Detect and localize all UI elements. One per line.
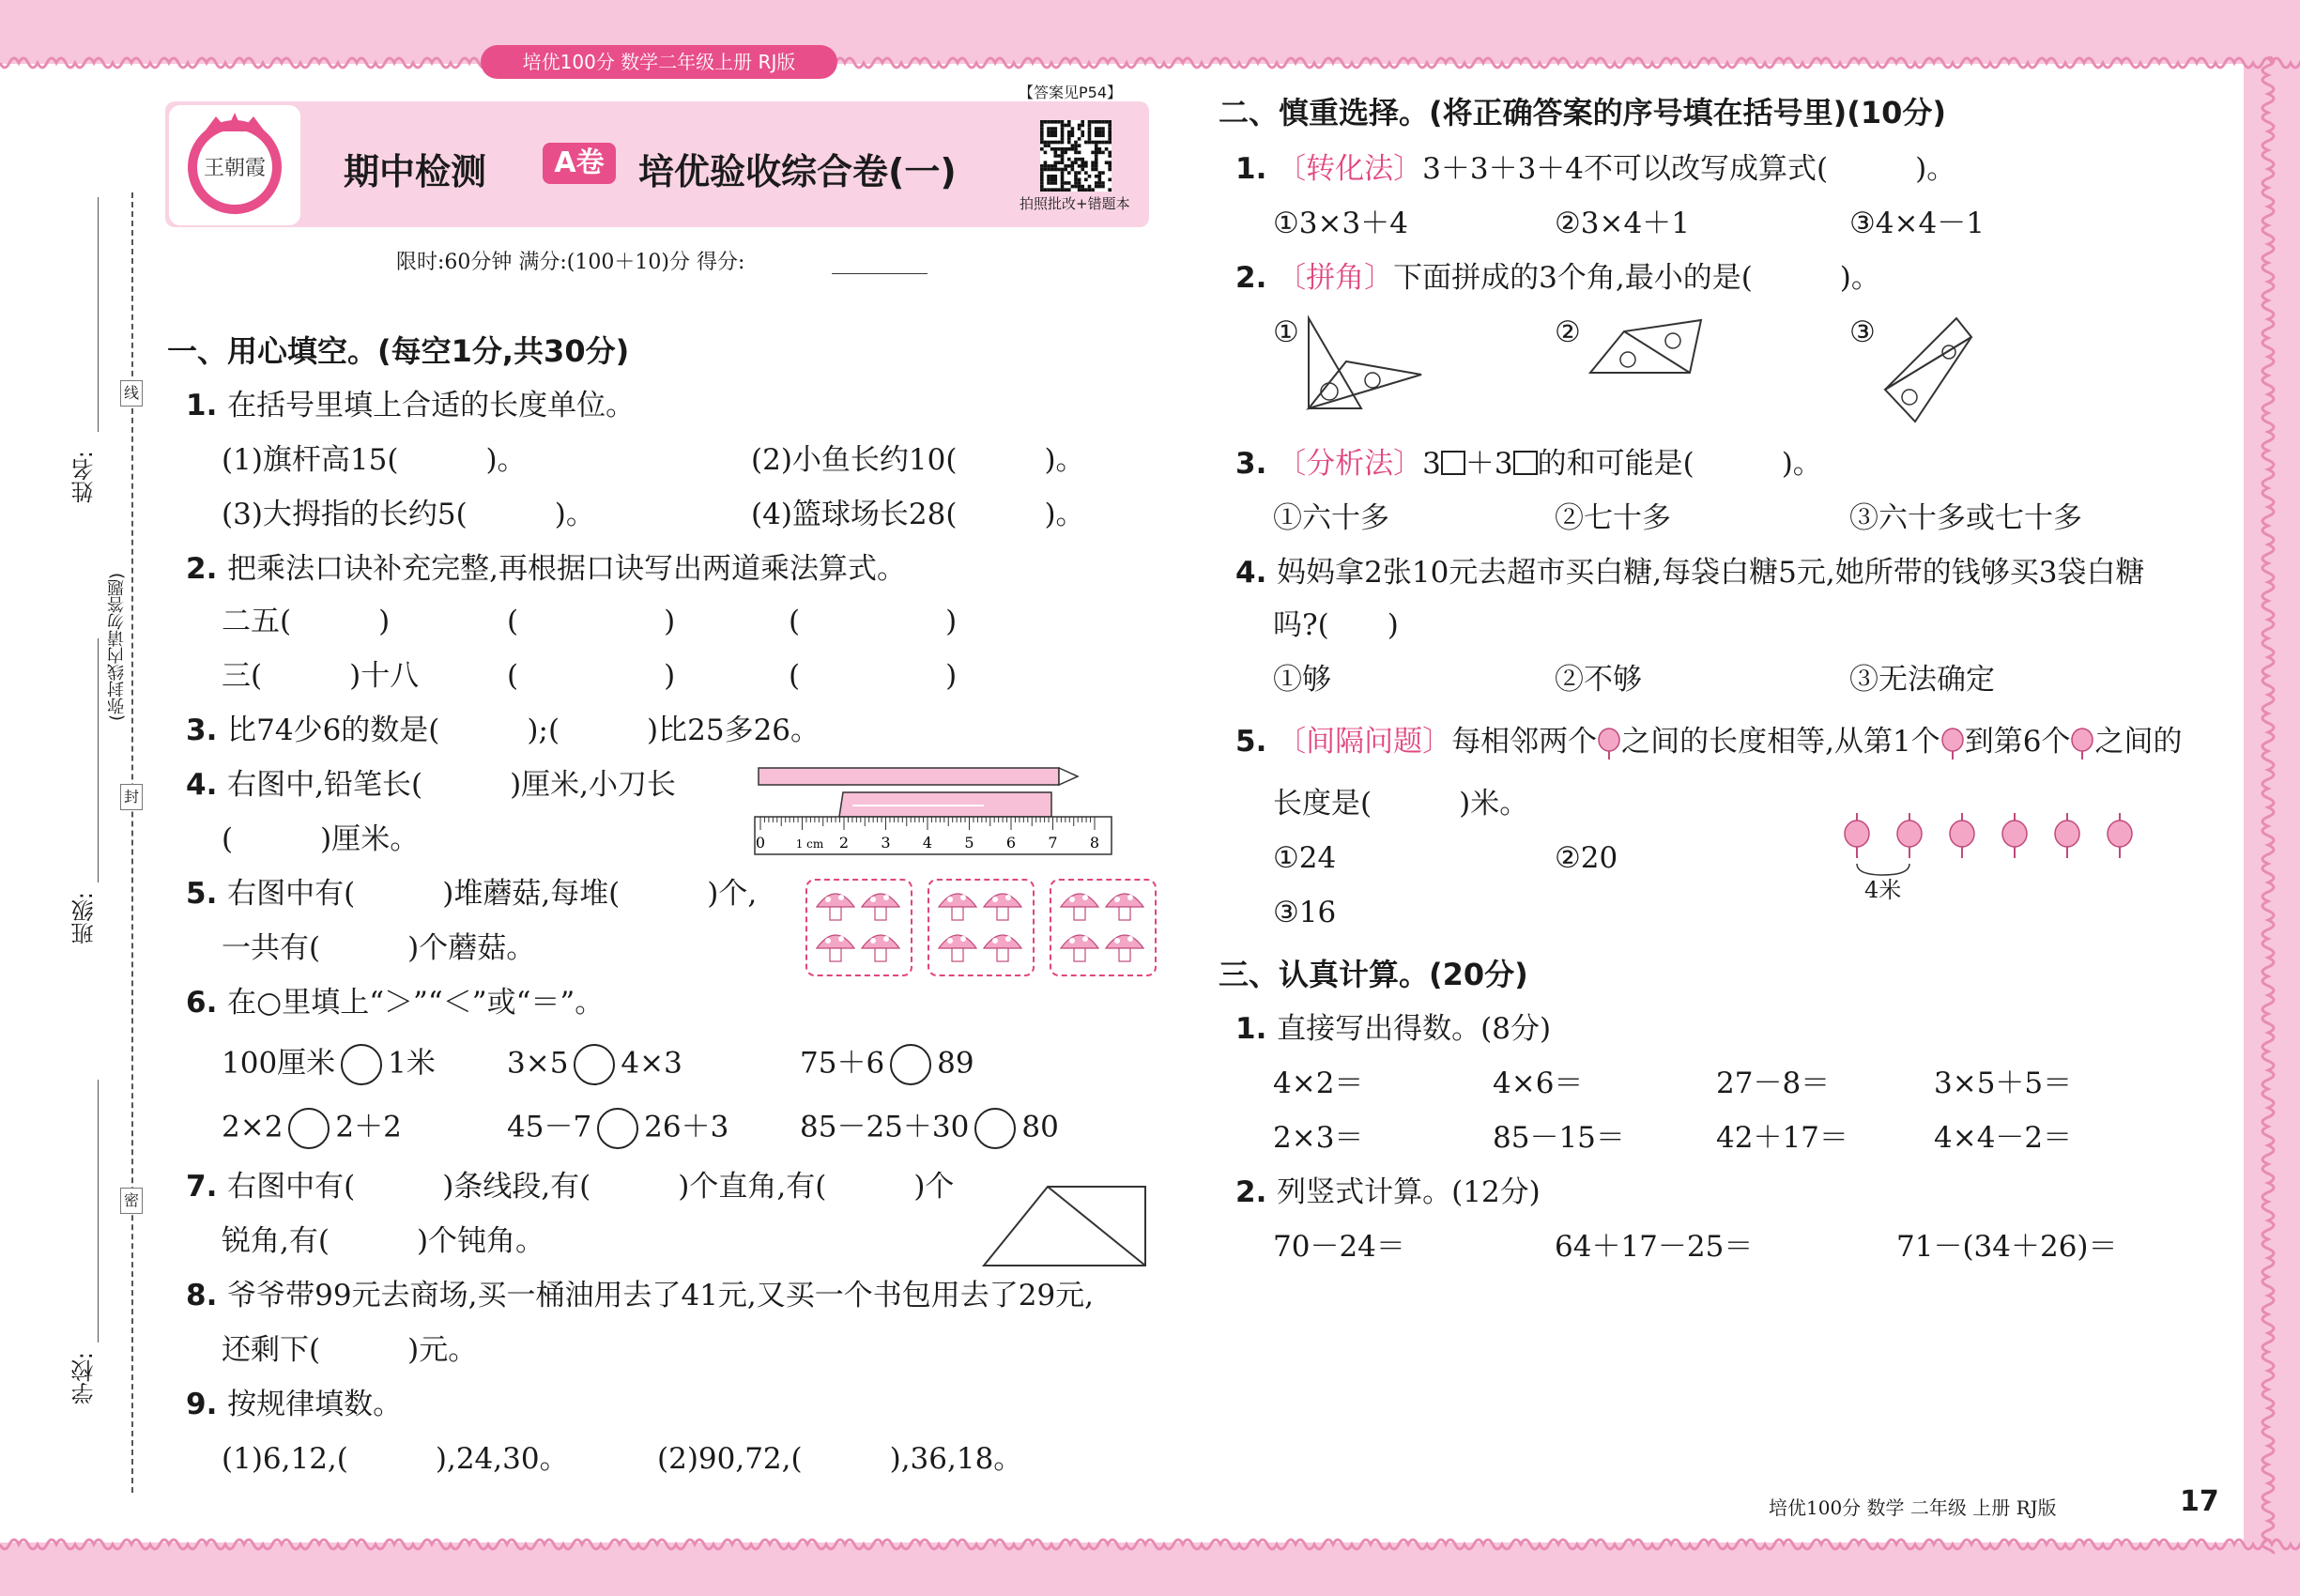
answer-ref: 【答案见P54】 bbox=[1019, 84, 1123, 101]
s1-q8-text: 爷爷带99元去商场,买一桶油用去了41元,又买一个书包用去了29元, bbox=[227, 1279, 1095, 1312]
s1-q2: 2. 把乘法口诀补充完整,再根据口诀写出两道乘法算式。 bbox=[186, 552, 906, 586]
seal-note: (弥封线内请勿答题) bbox=[107, 573, 127, 722]
s1-q4: 4. 右图中,铅笔长( )厘米,小刀长 bbox=[186, 768, 677, 802]
seal-mark-seal: 封 bbox=[120, 784, 143, 810]
series-banner: 培优100分 数学二年级上册 RJ版 bbox=[481, 45, 837, 79]
s1-q1: 1. 在括号里填上合适的长度单位。 bbox=[186, 389, 636, 422]
set-square-angle-2 bbox=[1587, 315, 1709, 390]
s1-q2a2: ( ) bbox=[507, 605, 676, 638]
set-square-angle-3 bbox=[1878, 315, 1981, 427]
s1-q1a: (1)旗杆高15( )。 bbox=[222, 443, 527, 477]
s1-q1d: (4)篮球场长28( )。 bbox=[751, 498, 1085, 531]
s1-q1c: (3)大拇指的长约5( )。 bbox=[222, 498, 595, 531]
s2-q5-tag: 〔间隔问题〕 bbox=[1277, 725, 1452, 759]
paper-tag: A卷 bbox=[543, 143, 616, 184]
compare-3: 75＋6 89 bbox=[800, 1044, 974, 1085]
ruler-tick-label: 8 bbox=[1089, 834, 1100, 852]
s2-q3-tag: 〔分析法〕 bbox=[1277, 447, 1423, 481]
compare-circle[interactable] bbox=[974, 1108, 1016, 1149]
mushroom-icon bbox=[984, 894, 1021, 920]
s2-q2: 2. 〔拼角〕下面拼成的3个角,最小的是( )。 bbox=[1235, 261, 1880, 295]
mushroom-icon bbox=[862, 894, 899, 920]
qr-caption: 拍照批改+错题本 bbox=[1020, 195, 1130, 212]
s1-q2b2: ( ) bbox=[507, 659, 676, 693]
footer-text: 培优100分 数学 二年级 上册 RJ版 bbox=[1769, 1496, 2057, 1519]
qr-code[interactable] bbox=[1040, 120, 1112, 192]
compare-circle[interactable] bbox=[597, 1108, 638, 1149]
s1-q8: 8. 爷爷带99元去商场,买一桶油用去了41元,又买一个书包用去了29元, bbox=[186, 1279, 1095, 1312]
mushroom-icon bbox=[939, 894, 976, 920]
calc-r2-4: 4×4－2＝ bbox=[1934, 1121, 2073, 1155]
s1-q5b: 一共有( )个蘑菇。 bbox=[222, 931, 536, 965]
s1-q6: 6. 在○里填上“＞”“＜”或“＝”。 bbox=[186, 986, 605, 1020]
compare-circle[interactable] bbox=[288, 1108, 330, 1149]
s1-q7b: 锐角,有( )个钝角。 bbox=[222, 1224, 545, 1258]
mushroom-icon bbox=[1106, 894, 1143, 920]
calc-r2-2: 85－15＝ bbox=[1493, 1121, 1625, 1155]
school-label: 学校: bbox=[71, 1352, 98, 1405]
calc-r1-4: 3×5＋5＝ bbox=[1934, 1067, 2073, 1100]
title-right: 培优验收综合卷(一) bbox=[638, 151, 957, 192]
s1-q2a3: ( ) bbox=[789, 605, 958, 638]
s2-q4-opt3: ③无法确定 bbox=[1849, 663, 1995, 697]
title-left: 期中检测 bbox=[344, 151, 487, 192]
compare-circle[interactable] bbox=[890, 1044, 931, 1085]
lantern-icon bbox=[1597, 727, 1621, 760]
s3-q2-text: 列竖式计算。(12分) bbox=[1277, 1175, 1541, 1209]
s2-q3: 3. 〔分析法〕3 ＋3 的和可能是( )。 bbox=[1235, 447, 1822, 481]
mushroom-group-3 bbox=[1050, 879, 1157, 976]
page-number: 17 bbox=[2180, 1485, 2219, 1518]
ruler-tick-label: 0 bbox=[755, 834, 766, 852]
score-line bbox=[832, 273, 928, 274]
s2-q4: 4. 妈妈拿2张10元去超市买白糖,每袋白糖5元,她所带的钱够买3袋白糖 bbox=[1235, 556, 2145, 590]
s2-q1-opt1: ①3×3＋4 bbox=[1273, 207, 1408, 240]
compare-circle[interactable] bbox=[341, 1044, 382, 1085]
lantern-icon bbox=[2002, 813, 2027, 858]
s1-q2a1: 二五( ) bbox=[222, 605, 391, 638]
wavy-right-border bbox=[2249, 56, 2287, 1554]
calc-r1-1: 4×2＝ bbox=[1273, 1067, 1364, 1100]
mushroom-group-2 bbox=[928, 879, 1035, 976]
ruler-tick-label: 5 bbox=[964, 834, 974, 852]
s2-q1-text: 3＋3＋3＋4不可以改写成算式( )。 bbox=[1422, 152, 1956, 186]
calc-r2-3: 42＋17＝ bbox=[1716, 1121, 1848, 1155]
compare-4: 2×2 2＋2 bbox=[222, 1108, 402, 1149]
compare-2: 3×5 4×3 bbox=[507, 1044, 682, 1085]
s3-q1: 1. 直接写出得数。(8分) bbox=[1235, 1012, 1552, 1046]
s1-q4-text: 右图中,铅笔长( )厘米,小刀长 bbox=[227, 768, 677, 802]
s2-q4-opt1: ①够 bbox=[1273, 663, 1331, 697]
compare-1: 100厘米 1米 bbox=[222, 1044, 436, 1085]
wavy-bottom-border bbox=[0, 1530, 2300, 1558]
s1-q5-text: 右图中有( )堆蘑菇,每堆( )个, bbox=[227, 877, 758, 911]
s2-q2-opt3: ③ bbox=[1849, 315, 1876, 349]
logo-text: 王朝霞 bbox=[203, 157, 267, 180]
wavy-top-border bbox=[0, 49, 2300, 77]
mushroom-icon bbox=[1061, 894, 1098, 920]
section-1-title: 一、用心填空。(每空1分,共30分) bbox=[167, 333, 630, 369]
publisher-logo bbox=[169, 105, 300, 225]
blank-square[interactable] bbox=[1513, 451, 1538, 475]
mushroom-icon bbox=[1106, 935, 1143, 961]
s2-q1-tag: 〔转化法〕 bbox=[1277, 152, 1423, 186]
s1-q8b: 还剩下( )元。 bbox=[222, 1333, 478, 1367]
class-line bbox=[98, 638, 99, 882]
set-square-angle-1 bbox=[1305, 315, 1427, 413]
seal-mark-line: 线 bbox=[120, 380, 143, 407]
ruler-figure bbox=[749, 751, 1115, 864]
vertical-calc-2: 64＋17－25＝ bbox=[1555, 1230, 1754, 1264]
s2-q5e: 长度是( )米。 bbox=[1273, 787, 1529, 821]
vertical-calc-1: 70－24＝ bbox=[1273, 1230, 1405, 1264]
s1-q1b: (2)小鱼长约10( )。 bbox=[751, 443, 1085, 477]
s1-q2b1: 三( )十八 bbox=[222, 659, 420, 693]
s1-q9b: (2)90,72,( ),36,18。 bbox=[657, 1442, 1023, 1476]
class-label: 班级: bbox=[71, 892, 98, 945]
mushroom-icon bbox=[939, 935, 976, 961]
lantern-icon bbox=[2070, 727, 2094, 760]
s1-q2-text: 把乘法口诀补充完整,再根据口诀写出两道乘法算式。 bbox=[227, 552, 906, 586]
s2-q2-tag: 〔拼角〕 bbox=[1277, 261, 1394, 295]
mushroom-icon bbox=[862, 935, 899, 961]
s1-q6-text: 在○里填上“＞”“＜”或“＝”。 bbox=[227, 986, 605, 1020]
s2-q1: 1. 〔转化法〕3＋3＋3＋4不可以改写成算式( )。 bbox=[1235, 152, 1956, 186]
ruler-tick-label: 4 bbox=[922, 834, 933, 852]
s1-q9: 9. 按规律填数。 bbox=[186, 1388, 403, 1421]
compare-5: 45－7 26＋3 bbox=[507, 1108, 728, 1149]
mushroom-group-1 bbox=[805, 879, 912, 976]
blank-square[interactable] bbox=[1441, 451, 1465, 475]
s2-q3-opt2: ②七十多 bbox=[1555, 501, 1671, 535]
mushroom-icon bbox=[984, 935, 1021, 961]
lantern-icon bbox=[1897, 813, 1922, 858]
s1-q3-text: 比74少6的数是( );( )比25多26。 bbox=[227, 714, 820, 747]
s2-q5: 5. 〔间隔问题〕每相邻两个 之间的长度相等,从第1个 到第6个 之间的 bbox=[1235, 725, 2183, 759]
s1-q4b: ( )厘米。 bbox=[222, 822, 420, 856]
lantern-icon bbox=[1950, 813, 1974, 858]
s2-q4b: 吗?( ) bbox=[1273, 608, 1399, 642]
ruler-tick-label: 6 bbox=[1005, 834, 1017, 852]
s3-q1-text: 直接写出得数。(8分) bbox=[1277, 1012, 1552, 1046]
s1-q1-text: 在括号里填上合适的长度单位。 bbox=[227, 389, 636, 422]
exam-meta: 限时:60分钟 满分:(100＋10)分 得分: bbox=[396, 251, 745, 274]
s2-q3-opt1: ①六十多 bbox=[1273, 501, 1389, 535]
s3-q2: 2. 列竖式计算。(12分) bbox=[1235, 1175, 1541, 1209]
ruler-tick-label: 3 bbox=[881, 834, 891, 852]
s2-q5-opt2: ②20 bbox=[1555, 841, 1618, 875]
calc-r2-1: 2×3＝ bbox=[1273, 1121, 1364, 1155]
seal-mark-secret: 密 bbox=[120, 1188, 143, 1214]
lantern-icon bbox=[1845, 813, 1869, 858]
trapezoid-figure bbox=[980, 1183, 1149, 1269]
s1-q9a: (1)6,12,( ),24,30。 bbox=[222, 1442, 569, 1476]
ruler-tick-label: 7 bbox=[1048, 834, 1058, 852]
mushroom-icon bbox=[817, 894, 854, 920]
calc-r1-2: 4×6＝ bbox=[1493, 1067, 1584, 1100]
s1-q7-text: 右图中有( )条线段,有( )个直角,有( )个 bbox=[227, 1170, 955, 1204]
section-2-title: 二、慎重选择。(将正确答案的序号填在括号里)(10分) bbox=[1219, 95, 1947, 130]
s2-q4-text: 妈妈拿2张10元去超市买白糖,每袋白糖5元,她所带的钱够买3袋白糖 bbox=[1277, 556, 2145, 590]
section-3-title: 三、认真计算。(20分) bbox=[1219, 957, 1528, 992]
lantern-icon bbox=[1940, 727, 1965, 760]
s1-q2b3: ( ) bbox=[789, 659, 958, 693]
vertical-calc-3: 71－(34＋26)＝ bbox=[1896, 1230, 2118, 1264]
s2-q2-opt1: ① bbox=[1273, 315, 1299, 349]
s1-q5: 5. 右图中有( )堆蘑菇,每堆( )个, bbox=[186, 877, 758, 911]
name-line bbox=[98, 197, 99, 432]
s2-q1-opt3: ③4×4－1 bbox=[1849, 207, 1985, 240]
s2-q4-opt2: ②不够 bbox=[1555, 663, 1642, 697]
ruler-tick-label: 2 bbox=[838, 834, 850, 852]
mushroom-icon bbox=[1061, 935, 1098, 961]
s2-q5-opt1: ①24 bbox=[1273, 841, 1337, 875]
s1-q9-text: 按规律填数。 bbox=[227, 1388, 403, 1421]
s1-q3: 3. 比74少6的数是( );( )比25多26。 bbox=[186, 714, 820, 747]
s2-q3-opt3: ③六十多或七十多 bbox=[1849, 501, 2082, 535]
s2-q2-opt2: ② bbox=[1555, 315, 1581, 349]
s2-q5-opt3: ③16 bbox=[1273, 896, 1337, 929]
s2-q1-opt2: ②3×4＋1 bbox=[1555, 207, 1690, 240]
compare-circle[interactable] bbox=[574, 1044, 615, 1085]
ruler-tick-label: 1 cm bbox=[795, 837, 824, 851]
s2-q2-text: 下面拼成的3个角,最小的是( )。 bbox=[1393, 261, 1880, 295]
lantern-icon bbox=[2055, 813, 2079, 858]
name-label: 姓名: bbox=[71, 451, 98, 504]
s1-q7: 7. 右图中有( )条线段,有( )个直角,有( )个 bbox=[186, 1170, 955, 1204]
calc-r1-3: 27－8＝ bbox=[1716, 1067, 1831, 1100]
lantern-icon bbox=[2108, 813, 2132, 858]
school-line bbox=[98, 1080, 99, 1343]
mushroom-icon bbox=[817, 935, 854, 961]
compare-6: 85－25＋30 80 bbox=[800, 1108, 1059, 1149]
lantern-gap-label: 4米 bbox=[1864, 877, 1902, 903]
